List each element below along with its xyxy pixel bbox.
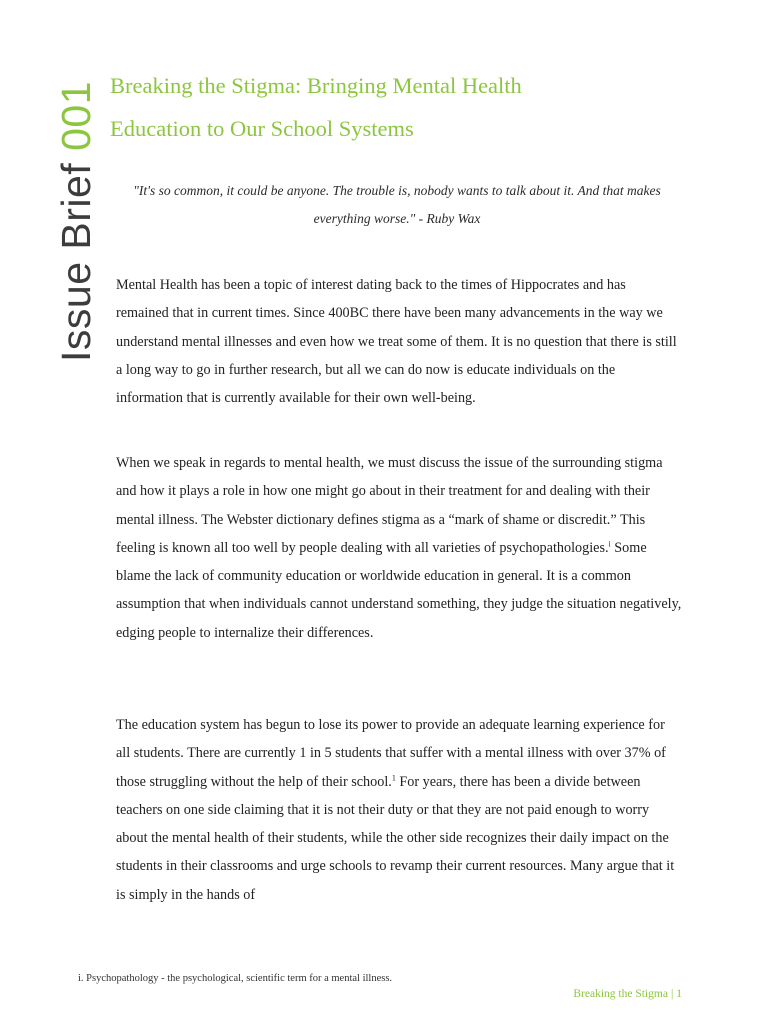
running-title: Breaking the Stigma: [573, 988, 668, 1000]
paragraph-2-text-a: When we speak in regards to mental health, we must discuss the issue of the surrounding stigma and how it plays a role in how one might go about in their treatment for and dealing with their mental illness. The Webster dictionary defines stigma as a “mark of shame or discredit.” This feeling is known all too well by people dealing with all varieties of psychopathologies.: [116, 455, 663, 556]
body-paragraph-2: [116, 449, 682, 647]
paragraph-3-text-a: The education system has begun to lose its power to provide an adequate learning experience for all students. There are currently 1 in 5 students that suffer with a mental illness with over 37% of those struggling without the help of their school.: [116, 717, 666, 790]
paragraph-2-text-b: Some blame the lack of community education or worldwide education in general. It is a common assumption that when individuals cannot understand something, they judge the situation negatively, edging people to internalize their differences.: [116, 539, 682, 641]
issue-brief-number: 001: [53, 80, 99, 151]
page-footer: [573, 988, 682, 1000]
body-paragraph-3: [116, 711, 682, 909]
body-paragraph-1: Mental Health has been a topic of interest dating back to the times of Hippocrates and has remained that in current times. Since 400BC there have been many advancements in the way we understand mental illnesses and even how we treat some of them. It is no question that there is still a long way to go in further research, but all we can do now is educate individuals on the information that is currently available for their own well-being.: [116, 277, 677, 407]
footnote-ref-1: 1: [391, 772, 396, 782]
footnote: i. Psychopathology - the psychological, scientific term for a mental illness.: [78, 973, 393, 984]
footer-separator: |: [670, 988, 674, 1000]
document-title: [110, 64, 710, 150]
issue-brief-word: Issue Brief: [53, 150, 99, 362]
paragraph-3-text-b: For years, there has been a divide between teachers on one side claiming that it is not their duty or that they are not paid enough to worry about the mental health of their students, while the other side recognizes their daily impact on the students in their classrooms and urge schools to revamp their current resources. Many argue that it is simply in the hands of: [116, 773, 675, 903]
issue-brief-label: [48, 80, 104, 362]
footnote-ref-i: i: [608, 539, 611, 549]
quote-attribution: - Ruby Wax: [415, 211, 481, 226]
title-line-2: Education to Our School Systems: [110, 116, 414, 141]
title-line-1: Breaking the Stigma: Bringing Mental Health: [110, 73, 522, 98]
quote-text: "It's so common, it could be anyone. The trouble is, nobody wants to talk about it. And that makes everything worse.": [133, 183, 661, 226]
page-number: 1: [676, 988, 682, 1000]
epigraph-quote: [116, 177, 678, 233]
